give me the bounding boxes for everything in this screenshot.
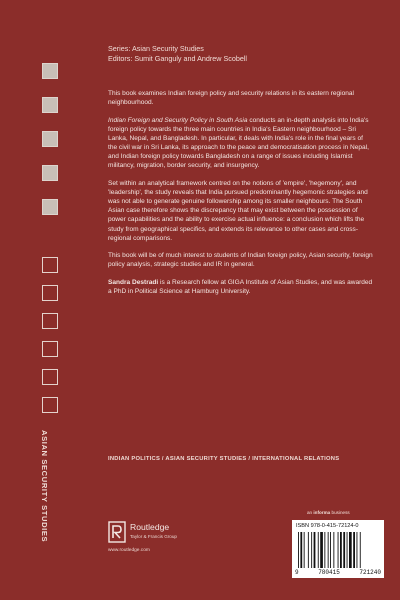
barcode-bar bbox=[330, 532, 331, 568]
barcode-bar bbox=[328, 532, 329, 568]
barcode-bar bbox=[360, 532, 361, 568]
barcode-bar bbox=[320, 532, 323, 568]
barcode-bar bbox=[357, 532, 358, 568]
barcode bbox=[298, 532, 378, 568]
square-filled bbox=[42, 97, 58, 113]
informa-suffix: business bbox=[330, 510, 350, 515]
informa-tagline bbox=[307, 510, 350, 515]
analysis-text: conducts an in-depth analysis into India's foreign policy towards the three main countries in India's Eastern neighbourhood – Sri Lanka, Nepal, and Bangladesh. In particular, it deals with India's role in the final years of the civil war in Sri Lanka, its approach to the peace and democratisation process in Nepal, and Indian foreign policy towards Bangladesh on a range of issues including Islamist militancy, migration, border security, and insurgency. bbox=[108, 116, 369, 170]
barcode-digit-group: 780415 bbox=[318, 569, 340, 576]
barcode-bar bbox=[300, 532, 302, 568]
description-audience: This book will be of much interest to students of Indian foreign policy, Asian security, foreign policy analysis, strategic studies and IR in general. bbox=[108, 252, 373, 269]
description-intro: This book examines Indian foreign policy and security relations in its eastern regional neighbourhood. bbox=[108, 90, 355, 107]
barcode-bar bbox=[308, 532, 309, 568]
barcode-bar bbox=[338, 532, 339, 568]
barcode-bar bbox=[333, 532, 334, 568]
barcode-bar bbox=[298, 532, 299, 568]
barcode-bar bbox=[318, 532, 319, 568]
series-editors: Editors: Sumit Ganguly and Andrew Scobell bbox=[108, 54, 248, 63]
barcode-bar bbox=[343, 532, 345, 568]
subject-categories: INDIAN POLITICS / ASIAN SECURITY STUDIES / INTERNATIONAL RELATIONS bbox=[108, 456, 340, 462]
square-outline bbox=[42, 257, 58, 273]
book-description bbox=[108, 89, 373, 304]
barcode-bar bbox=[311, 532, 312, 568]
author-bio-text: is a Research fellow at GIGA Institute of Asian Studies, and was awarded a PhD in Political Science at Hamburg University. bbox=[108, 278, 373, 295]
publisher-name: Routledge bbox=[130, 522, 170, 532]
barcode-bar bbox=[324, 532, 325, 568]
isbn-number: ISBN 978-0-415-72124-0 bbox=[296, 523, 359, 529]
barcode-digits bbox=[295, 569, 381, 576]
series-info bbox=[108, 44, 378, 64]
barcode-panel bbox=[292, 520, 384, 578]
informa-prefix: an bbox=[307, 510, 314, 515]
book-title-italic: Indian Foreign and Security Policy in South Asia bbox=[108, 116, 248, 124]
publisher-group: Taylor & Francis Group bbox=[130, 534, 177, 539]
routledge-logo-icon bbox=[108, 521, 126, 543]
description-framework: Set within an analytical framework centred on the notions of 'empire', 'hegemony', and 'leadership', the study reveals that India pursued predominantly hegemonic strategies and was not able to generate genuine followership among its smaller neighbours. The South Asian case therefore shows the discrepancy that may exist between the possession of power capabilities and the ability to exercise actual influence: a conclusion which lifts the study from geographical specifics, and extends its relevance to other cases and cross-regional comparisons. bbox=[108, 179, 368, 242]
author-name: Sandra Destradi bbox=[108, 278, 159, 286]
barcode-bar bbox=[349, 532, 352, 568]
informa-brand: informa bbox=[313, 510, 331, 515]
barcode-digit-group: 9 bbox=[295, 569, 299, 576]
barcode-bar bbox=[340, 532, 342, 568]
square-outline bbox=[42, 397, 58, 413]
barcode-bar bbox=[347, 532, 348, 568]
square-filled bbox=[42, 165, 58, 181]
barcode-digit-group: 721240 bbox=[359, 569, 381, 576]
barcode-bar bbox=[304, 532, 305, 568]
square-outline bbox=[42, 341, 58, 357]
author-bio bbox=[108, 278, 373, 296]
square-filled bbox=[42, 199, 58, 215]
square-outline bbox=[42, 285, 58, 301]
description-analysis bbox=[108, 116, 373, 171]
spine-series-label: ASIAN SECURITY STUDIES bbox=[40, 430, 49, 543]
square-filled bbox=[42, 131, 58, 147]
barcode-bar bbox=[353, 532, 355, 568]
series-title: Series: Asian Security Studies bbox=[108, 44, 204, 53]
barcode-bar bbox=[314, 532, 316, 568]
square-outline bbox=[42, 369, 58, 385]
square-outline bbox=[42, 313, 58, 329]
square-filled bbox=[42, 63, 58, 79]
publisher-url[interactable]: www.routledge.com bbox=[108, 548, 150, 553]
